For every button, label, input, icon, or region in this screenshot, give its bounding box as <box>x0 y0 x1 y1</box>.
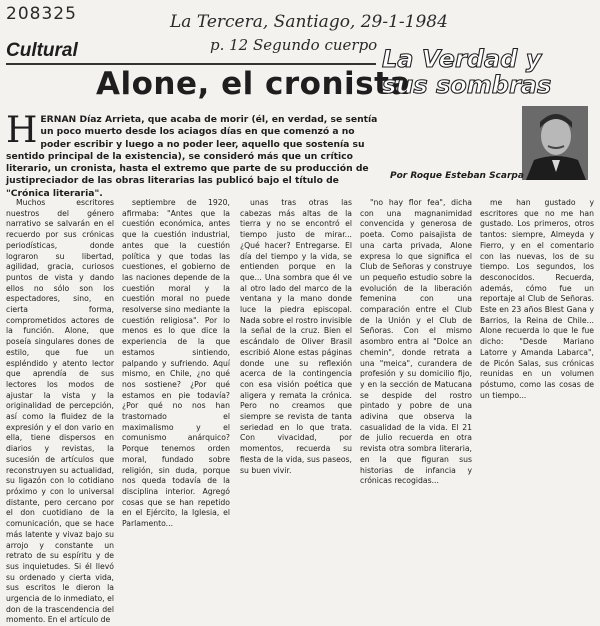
author-photo <box>522 106 588 180</box>
lead-paragraph <box>6 110 378 199</box>
body-column-1: Muchos escritores nuestros del género narrativo se salvarán en el recuerdo por sus crónicas periodísticas, donde lograron su libertad, agilidad, gracia, curiosos puntos de vista y dando ellos no sólo son los espectadores, sino, en cierta forma, comprometidos actores de la función. Alone, que poseía singulares dones de estilo, que fue un espléndido y atento lector que aprendía de sus lectores los modos de ajustar la vista y la originalidad de percepción, así como la fluidez de la expresión y el don vario en ella, tiene dispersos en diarios y revistas, la sucesión de artículos que reconstruyen su actualidad, su ligazón con lo cotidiano próximo y con lo universal distante, pero cercano por el don cuotidiano de la comunicación, que se hace más latente y vivaz bajo su arrojo y constante un retrato de su espíritu y de sus inquietudes. Si él llevó su ordenado y cierta vida, sus escritos le dieron la urgencia de lo inmediato, el don de la trascendencia del momento. En el artículo de <box>6 198 114 625</box>
section-rule <box>6 63 376 65</box>
accession-number: 208325 <box>6 4 77 24</box>
body-column-3: unas tras otras las cabezas más altas de la tierra y no se encontró el tiempo justo de mirar... ¿Qué hacer? Entregarse. El día del tiempo y la vida, se entienden porque en la que... Una sombra que él ve al otro lado del marco de la ventana y la mano donde luce la piedra episcopal. Nada sobre el rostro invisible la señal de la cruz. Bien el escándalo de Oliver Brasil escribió Alone estas páginas donde une su reflexión acerca de la contingencia con esa visión poética que aligera y remata la crónica. Pero no creamos que siempre se revista de tanta seriedad en lo que trata. Con vivacidad, por momentos, recuerda su fiesta de la vida, sus paseos, su buen vivir. <box>240 198 352 475</box>
byline: Por Roque Esteban Scarpa <box>390 171 524 181</box>
section-label: Cultural <box>6 40 78 61</box>
column-header <box>382 46 592 198</box>
page-handwritten-note: p. 12 Segundo cuerpo <box>210 36 378 54</box>
drop-cap: H <box>6 110 38 151</box>
article-title: Alone, el cronista <box>96 66 411 102</box>
column-title: La Verdad y sus sombras <box>382 45 552 99</box>
body-column-2: septiembre de 1920, afirmaba: "Antes que la cuestión económica, antes que la cuestión industrial, antes que la cuestión política y que todas las cuestiones, el gobierno de las naciones depende de la cuestión moral y la cuestión moral no puede resolverse sino mediante la cuestión religiosa". Por lo menos es lo que dice la experiencia de la que estamos sintiendo, palpando y sufriendo. Aquí mismo, en Chile, ¿no qué nos sostiene? ¿Por qué estamos en pie todavía? ¿Por qué no nos han trastornado el maximalismo y el comunismo anárquico? Porque tenemos orden moral, fundado sobre religión, sin duda, porque nos queda todavía de la disciplina interior. Agregó cosas que se han repetido en el Ejército, la Iglesia, el Parlamento... <box>122 198 230 529</box>
lead-text: ERNAN Díaz Arrieta, que acaba de morir (él, en verdad, se sentía un poco muerto desde los aciagos días en que comenzó a no poder escribir y luego a no poder leer, aquello que sostenía su sentido principal de la existencia), se consideró más que un crítico literario, un cronista, hasta el extremo que parte de su producción de justipreciador de las obras literarias las publicó bajo el título de "Crónica literaria". <box>6 114 378 199</box>
source-handwritten-note: La Tercera, Santiago, 29-1-1984 <box>170 12 448 32</box>
body-column-4: "no hay flor fea", dicha con una magnanimidad convencida y generosa de poeta. Como paisajista de una carta privada, Alone expresa lo que significa el Club de Señoras y construye un pequeño estudio sobre la evolución de la liberación femenina con una comparación entre el Club de la Unión y el Club de Señoras. Con el mismo asombro entra al "Dolce an chemin", donde retrata a una "meica", curandera de profesión y su domicilio fijo, y en la sección de Matucana se despide del rostro pintado y pobre de una adivina que observa la casualidad de la vida. El 21 de julio recuerda en otra revista otra sombra literaria, en la que figuran sus historias de infancia y crónicas recogidas... <box>360 198 472 486</box>
body-column-5: me han gustado y escritores que no me han gustado. Los primeros, otros tantos: siempre, Almeyda y Fierro, y en el comentario con las nuevas, los de su tiempo. Los segundos, los desconocidos. Recuerda, además, cómo fue un reportaje al Club de Señoras. Este en 23 años Blest Gana y Barrios, la Reina de Chile... Alone recuerda lo que le fue dicho: "Desde Mariano Latorre y Amanda Labarca", de Picón Salas, sus crónicas reunidas en un volumen póstumo, como las cosas de un tiempo... <box>480 198 594 400</box>
